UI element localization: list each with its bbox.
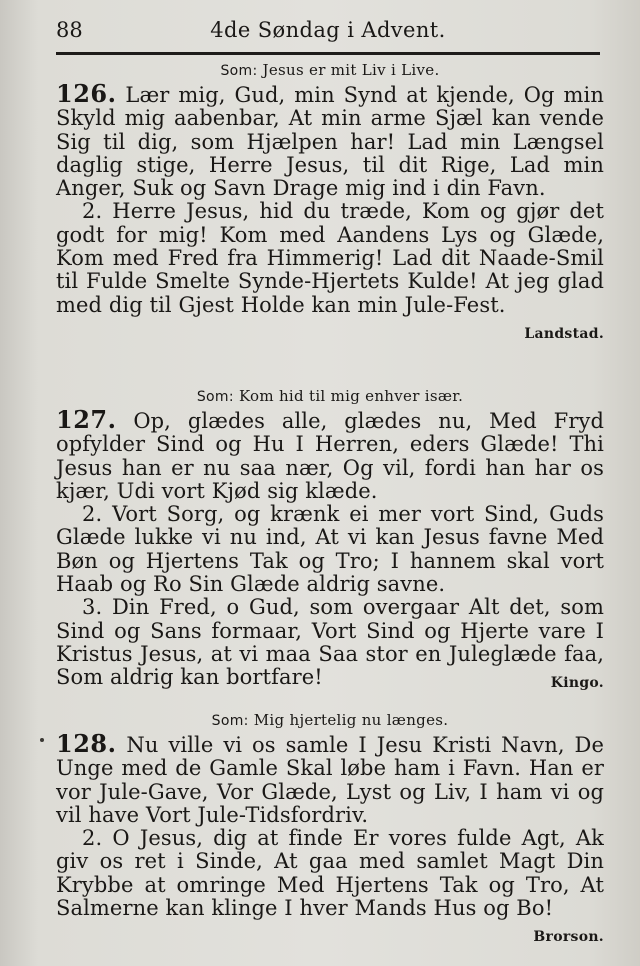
verse-text: Vort Sorg, og krænk ei mer vort Sind, Guds Glæde lukke vi nu ind, At vi kan Jesus favne Med Bøn og Hjertens Tak og Tro; I hannem skal vort Haab og Ro Sin Glæde aldrig savne.: [56, 502, 605, 597]
hymn-127: [56, 384, 604, 696]
verse-text: Nu ville vi os samle I Jesu Kristi Navn, De Unge med de Gamle Skal løbe ham i Favn. Han er vor Jule-Gave, Vor Glæde, Lyst og Liv, I ham vi og vil have Vort Jule-Tidsfordriv.: [56, 733, 604, 827]
verse-2: [56, 503, 604, 596]
verse-text: Din Fred, o Gud, som overgaar Alt det, som Sind og Sans formaar, Vort Sind og Hjerte vare I Kristus Jesus, at vi maa Saa stor en Juleglæde faa, Som aldrig kan bortfare!: [56, 595, 604, 690]
tune-line: [56, 58, 604, 82]
header-rule: [56, 52, 600, 55]
tune-label: Som:: [211, 713, 249, 729]
tune-name: Kom hid til mig enhver især.: [238, 387, 464, 405]
verse-3: [56, 595, 604, 692]
author: Kingo.: [550, 675, 604, 692]
verse-1: [56, 729, 604, 827]
hymn-126: [56, 58, 604, 346]
running-title: 4de Søndag i Advent.: [210, 18, 446, 42]
tune-line: [56, 384, 604, 408]
hymn-number: 127.: [56, 405, 117, 434]
author: Brorson.: [533, 929, 604, 946]
page-number: 88: [56, 18, 83, 42]
verse-number: 3.: [82, 595, 103, 620]
tune-name: Jesus er mit Liv i Live.: [262, 61, 440, 79]
tune-line: [56, 708, 604, 732]
tune-name: Mig hjertelig nu længes.: [253, 711, 449, 729]
verse-1: [56, 405, 604, 503]
tune-label: Som:: [196, 389, 234, 405]
tune-label: Som:: [220, 63, 258, 79]
author: Landstad.: [524, 325, 604, 342]
ink-spot: [40, 738, 44, 742]
verse-2: [56, 199, 604, 342]
page-header: [56, 18, 600, 44]
hymn-number: 126.: [56, 79, 117, 108]
verse-number: 2.: [82, 826, 103, 851]
verse-text: Herre Jesus, hid du træde, Kom og gjør det godt for mig! Kom med Aandens Lys og Glæde, Kom med Fred fra Himmerig! Lad dit Naade-Smil til Fulde Smelte Synde-Hjertets Kulde! At jeg glad med dig til Gjest Holde kan min Jule-Fest.: [56, 199, 604, 317]
verse-text: Op, glædes alle, glædes nu, Med Fryd opfylder Sind og Hu I Herren, eders Glæde! Thi Jesus han er nu saa nær, Og vil, fordi han har os kjær, Udi vort Kjød sig klæde.: [56, 409, 604, 503]
verse-number: 2.: [82, 502, 103, 527]
verse-1: [56, 79, 604, 201]
verse-number: 2.: [82, 199, 103, 224]
verse-text: O Jesus, dig at finde Er vores fulde Agt, Ak giv os ret i Sinde, At gaa med samlet Magt Din Krybbe at omringe Med Hjertens Tak og Tro, At Salmerne kan klinge I hver Mands Hus og Bo!: [56, 826, 604, 921]
hymn-number: 128.: [56, 729, 117, 758]
verse-text: Lær mig, Gud, min Synd at kjende, Og min Skyld mig aabenbar, At min arme Sjæl kan vende Sig til dig, som Hjælpen har! Lad min Længsel daglig stige, Herre Jesus, til dit Rige, Lad min Anger, Suk og Savn Drage mig ind i din Favn.: [56, 83, 604, 201]
hymn-128: [56, 708, 604, 950]
verse-2: [56, 826, 604, 946]
